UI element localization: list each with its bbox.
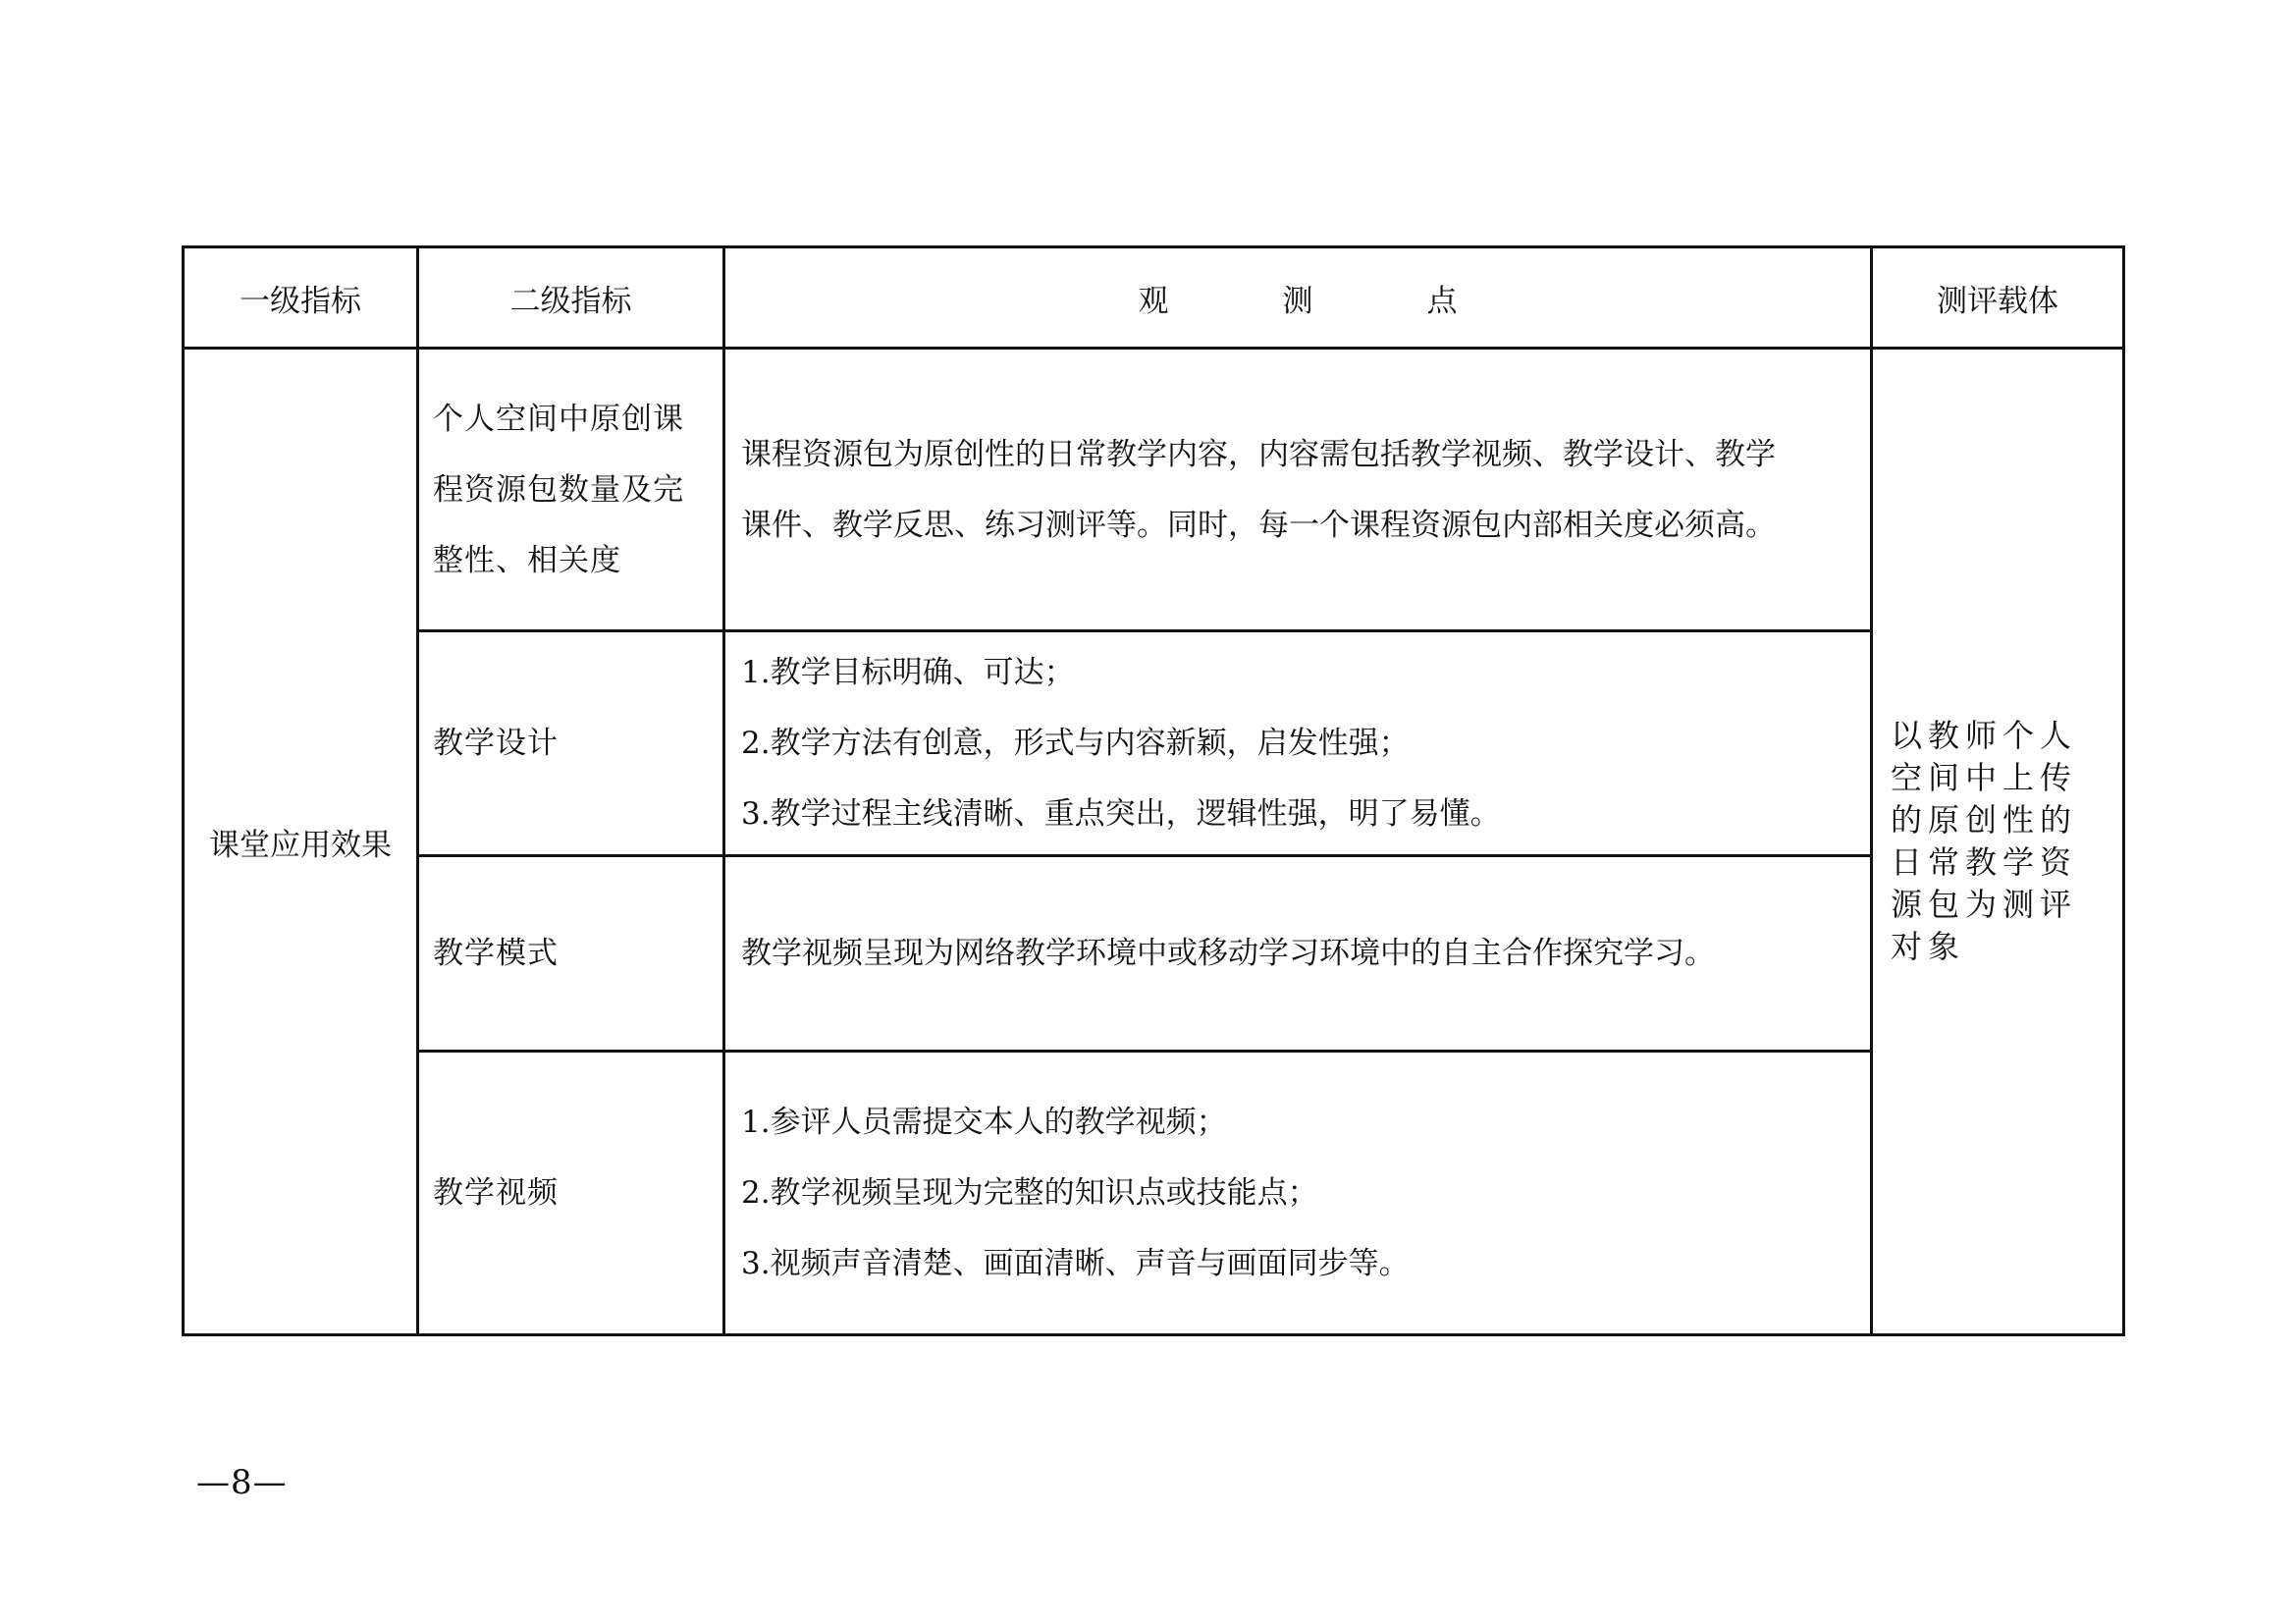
table-header-row <box>184 247 2124 349</box>
observation-points <box>724 349 1872 631</box>
table-row <box>184 1052 2124 1335</box>
observation-points <box>724 1052 1872 1335</box>
observation-line: 1.参评人员需提交本人的教学视频； <box>741 1105 1227 1140</box>
header-carrier: 测评载体 <box>1872 247 2124 349</box>
observation-line: 1.教学目标明确、可达； <box>741 655 1075 690</box>
observation-line: 课件、教学反思、练习测评等。同时，每一个课程资源包内部相关度必须高。 <box>741 507 1776 543</box>
header-first-level: 一级指标 <box>184 247 418 349</box>
second-level-indicator: 教学模式 <box>418 856 724 1052</box>
page-number: —8— <box>196 1463 288 1502</box>
observation-points <box>724 856 1872 1052</box>
second-level-indicator: 个人空间中原创课程资源包数量及完整性、相关度 <box>418 349 724 631</box>
observation-line: 课程资源包为原创性的日常教学内容，内容需包括教学视频、教学设计、教学 <box>741 436 1776 472</box>
table-row <box>184 856 2124 1052</box>
table-row <box>184 349 2124 631</box>
second-level-indicator: 教学视频 <box>418 1052 724 1335</box>
observation-line: 3.教学过程主线清晰、重点突出，逻辑性强，明了易懂。 <box>741 796 1501 832</box>
second-level-indicator: 教学设计 <box>418 631 724 856</box>
observation-line: 2.教学视频呈现为完整的知识点或技能点； <box>741 1175 1318 1211</box>
table-row <box>184 631 2124 856</box>
evaluation-table <box>182 245 2125 1336</box>
first-level-indicator: 课堂应用效果 <box>184 349 418 1335</box>
observation-line: 3.视频声音清楚、画面清晰、声音与画面同步等。 <box>741 1246 1410 1281</box>
observation-points <box>724 631 1872 856</box>
header-obs-char: 点 <box>1426 283 1458 319</box>
header-obs-char: 测 <box>1282 283 1313 319</box>
observation-line: 教学视频呈现为网络教学环境中或移动学习环境中的自主合作探究学习。 <box>741 936 1715 971</box>
header-obs-char: 观 <box>1138 283 1169 319</box>
observation-line: 2.教学方法有创意，形式与内容新颖，启发性强； <box>741 726 1410 761</box>
header-observation-point <box>724 247 1872 349</box>
evaluation-carrier: 以教师个人空间中上传的原创性的日常教学资源包为测评对象 <box>1872 349 2124 1335</box>
header-second-level: 二级指标 <box>418 247 724 349</box>
